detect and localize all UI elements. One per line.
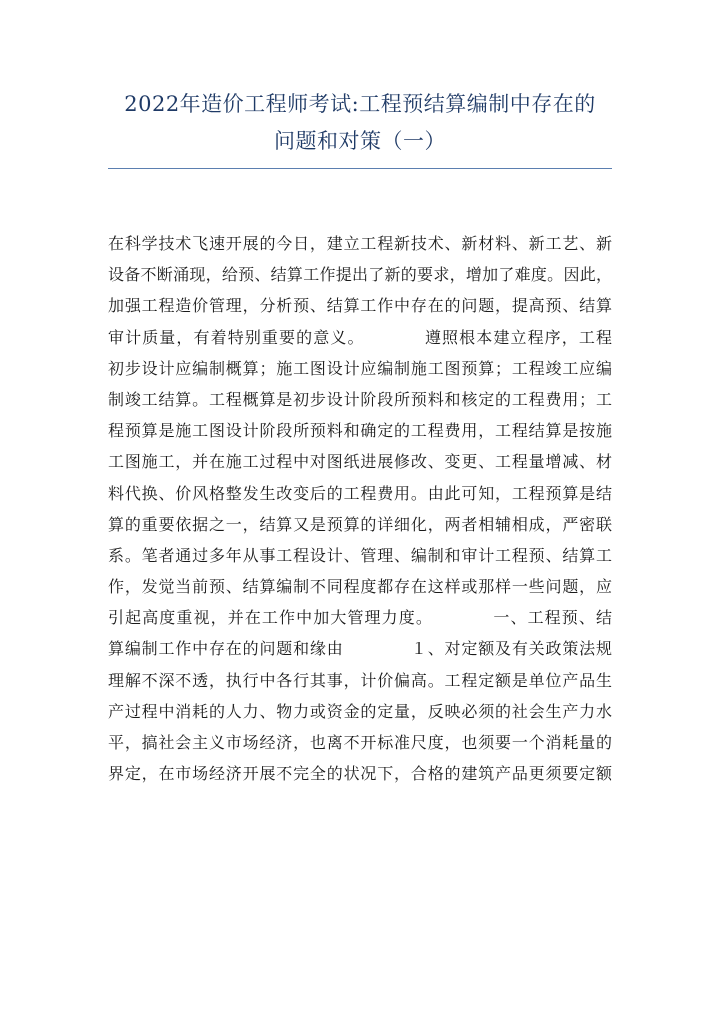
body-line: 初步设计应编制概算；施工图设计应编制施工图预算；工程竣工应编 <box>108 358 612 378</box>
body-line: 理解不深不透，执行中各行其事，计价偏高。工程定额是单位产品生 <box>108 670 612 690</box>
body-line: 算编制工作中存在的问题和缘由 １、对定额及有关政策法规 <box>108 639 612 659</box>
document-title <box>108 86 612 160</box>
body-line: 工图施工，并在施工过程中对图纸进展修改、变更、工程量增减、材 <box>108 452 612 472</box>
body-line: 引起高度重视，并在工作中加大管理力度。 一、工程预、结 <box>108 608 612 628</box>
body-line: 设备不断涌现，给预、结算工作提出了新的要求，增加了难度。因此， <box>108 265 612 285</box>
body-line: 加强工程造价管理，分析预、结算工作中存在的问题，提高预、结算 <box>108 296 612 316</box>
body-paragraph <box>108 228 612 789</box>
body-line: 在科学技术飞速开展的今日，建立工程新技术、新材料、新工艺、新 <box>108 234 612 253</box>
title-line-2: 问题和对策（一） <box>274 129 446 153</box>
body-line: 作，发觉当前预、结算编制不同程度都存在这样或那样一些问题，应 <box>108 577 612 597</box>
body-line: 产过程中消耗的人力、物力或资金的定量，反映必须的社会生产力水 <box>108 701 612 721</box>
body-line: 审计质量，有着特别重要的意义。 遵照根本建立程序，工程 <box>108 327 612 347</box>
title-line-1: 2022年造价工程师考试:工程预结算编制中存在的 <box>124 92 596 116</box>
body-line: 料代换、价风格整发生改变后的工程费用。由此可知，工程预算是结 <box>108 483 612 503</box>
body-line: 程预算是施工图设计阶段所预料和确定的工程费用，工程结算是按施 <box>108 421 612 441</box>
body-line: 系。笔者通过多年从事工程设计、管理、编制和审计工程预、结算工 <box>108 545 612 565</box>
title-underline <box>108 168 612 169</box>
body-line: 制竣工结算。工程概算是初步设计阶段所预料和核定的工程费用；工 <box>108 389 612 409</box>
body-line: 平，搞社会主义市场经济，也离不开标准尺度，也须要一个消耗量的 <box>108 733 612 752</box>
body-line: 算的重要依据之一，结算又是预算的详细化，两者相辅相成，严密联 <box>108 514 612 534</box>
body-line: 界定，在市场经济开展不完全的状况下，合格的建筑产品更须要定额 <box>108 764 612 784</box>
